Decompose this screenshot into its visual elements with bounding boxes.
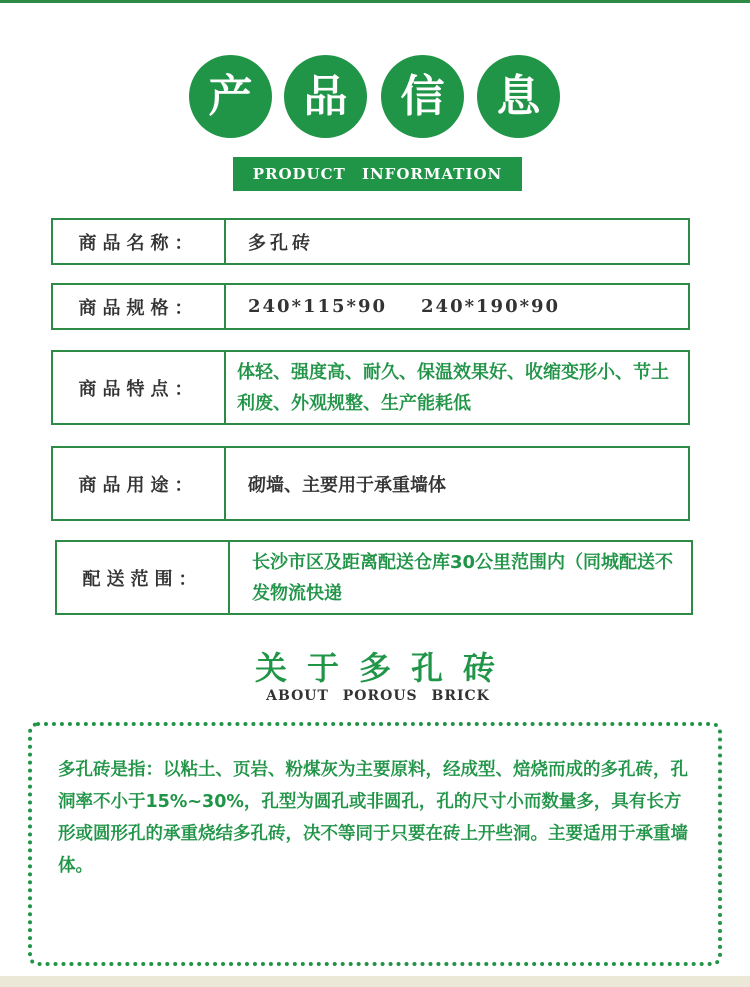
info-row-delivery xyxy=(55,540,693,615)
row-label: 商品规格： xyxy=(53,285,226,328)
row-value: 长沙市区及距离配送仓库30公里范围内（同城配送不发物流快递 xyxy=(252,551,674,604)
spec-value: 240*115*90 xyxy=(248,296,388,317)
title-char-circle: 信 xyxy=(381,55,464,138)
subtitle-banner: PRODUCT INFORMATION xyxy=(233,157,522,191)
row-value xyxy=(226,285,688,328)
about-title: 关于多孔砖 xyxy=(254,649,515,687)
title-char-circle: 息 xyxy=(477,55,560,138)
bottom-strip xyxy=(0,976,750,987)
row-label: 商品名称： xyxy=(53,220,226,263)
row-value: 砌墙、主要用于承重墙体 xyxy=(248,474,446,496)
info-row-spec xyxy=(51,283,690,330)
info-row-features xyxy=(51,350,690,425)
top-divider xyxy=(0,0,750,3)
row-label: 商品用途： xyxy=(53,448,226,519)
row-value: 体轻、强度高、耐久、保温效果好、收缩变形小、节土利废、外观规整、生产能耗低 xyxy=(237,361,669,414)
title-char-circle: 品 xyxy=(284,55,367,138)
about-description: 多孔砖是指：以粘土、页岩、粉煤灰为主要原料，经成型、焙烧而成的多孔砖，孔洞率不小于15%~30%，孔型为圆孔或非圆孔，孔的尺寸小而数量多，具有长方形或圆形孔的承重烧结多孔砖，决不等同于只要在砖上开些洞。主要适用于承重墙体。 xyxy=(58,760,688,876)
title-char-circle: 产 xyxy=(189,55,272,138)
info-row-name xyxy=(51,218,690,265)
spec-value: 240*190*90 xyxy=(421,296,561,317)
about-subtitle: ABOUT POROUS BRICK xyxy=(266,688,490,704)
row-label: 商品特点： xyxy=(53,352,226,423)
row-label: 配送范围： xyxy=(57,542,230,613)
row-value: 多孔砖 xyxy=(248,232,314,254)
info-row-usage xyxy=(51,446,690,521)
